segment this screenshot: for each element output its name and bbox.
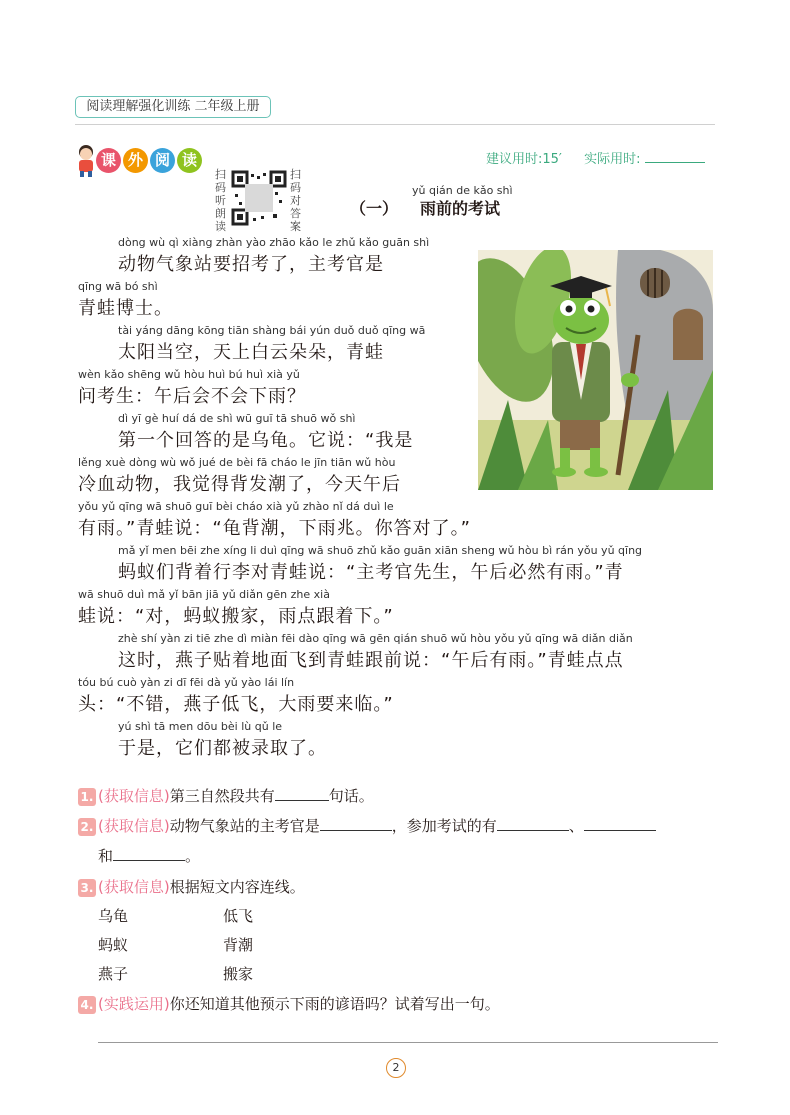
pinyin-line: tóu bú cuò yàn zi dī fēi dà yǔ yào lái lín <box>78 676 295 689</box>
qr-answers-caption: 扫码对答案 <box>290 168 301 233</box>
passage-line: 有雨。”青蛙说：“龟背潮，下雨兆。你答对了。” <box>78 518 471 539</box>
pinyin-line: mǎ yǐ men bēi zhe xíng li duì qīng wā shuō zhǔ kǎo guān xiān sheng wǔ hòu bì rán yǒu yǔ qīng <box>118 544 643 557</box>
answer-line[interactable] <box>98 1042 718 1043</box>
question-tag: (获取信息) <box>98 817 170 835</box>
pinyin-line: wā shuō duì mǎ yǐ bān jiā yǔ diǎn gēn zhe xià <box>78 588 330 601</box>
answer-blank[interactable] <box>113 859 185 861</box>
pinyin-line: yǒu yǔ qīng wā shuō guī bèi cháo xià yǔ zhào nǐ dá duì le <box>78 500 394 513</box>
question-4 <box>78 993 500 1014</box>
question-number: 3. <box>78 879 96 897</box>
pinyin-line: tài yáng dāng kōng tiān shàng bái yún duǒ duǒ qīng wā <box>118 324 426 337</box>
badge-char-2: 外 <box>123 148 148 173</box>
passage-number: （一） <box>350 199 399 218</box>
match-right-item[interactable]: 低飞 <box>223 907 254 925</box>
badge-char-1: 课 <box>96 148 121 173</box>
question-text: 第三自然段共有 <box>169 787 275 805</box>
frog-professor-illustration <box>478 250 713 490</box>
badge-char-4: 读 <box>177 148 202 173</box>
question-2-continued <box>98 845 200 866</box>
question-tag: (获取信息) <box>98 878 170 896</box>
question-number: 1. <box>78 788 96 806</box>
timing-info <box>486 148 705 167</box>
question-text: 、 <box>568 817 584 835</box>
passage-line: 太阳当空，天上白云朵朵，青蛙 <box>118 342 384 363</box>
question-tag: (实践运用) <box>98 995 170 1013</box>
question-text: 句话。 <box>328 787 374 805</box>
passage-line: 青蛙博士。 <box>78 298 173 319</box>
question-number: 4. <box>78 996 96 1014</box>
passage-line: 头：“不错，燕子低飞，大雨要来临。” <box>78 694 394 715</box>
header-tab: 阅读理解强化训练 二年级上册 <box>75 96 271 118</box>
title-pinyin: yǔ qián de kǎo shì <box>412 184 513 197</box>
passage-line: 蚂蚁们背着行李对青蛙说：“主考官先生，午后必然有雨。”青 <box>118 562 624 583</box>
extracurricular-reading-badge <box>74 142 214 178</box>
passage-line: 冷血动物，我觉得背发潮了，今天午后 <box>78 474 401 495</box>
qr-listen-caption: 扫码听朗读 <box>215 168 226 233</box>
page-number: 2 <box>386 1058 406 1078</box>
question-text: 。 <box>185 847 201 865</box>
badge-char-3: 阅 <box>150 148 175 173</box>
question-number: 2. <box>78 818 96 836</box>
header-divider <box>75 124 715 125</box>
passage-line: 问考生：午后会不会下雨？ <box>78 386 306 407</box>
match-left-item[interactable]: 乌龟 <box>98 907 129 925</box>
passage-line: 第一个回答的是乌龟。它说：“我是 <box>118 430 414 451</box>
pinyin-line: dì yī gè huí dá de shì wū guī tā shuō wǒ shì <box>118 412 356 425</box>
question-text: 动物气象站的主考官是 <box>169 817 320 835</box>
answer-blank[interactable] <box>584 829 656 831</box>
question-text: ，参加考试的有 <box>391 817 497 835</box>
passage-title <box>350 196 500 219</box>
student-mascot-icon <box>74 142 98 178</box>
actual-time-label: 实际用时: <box>584 152 641 167</box>
qr-code-icon[interactable] <box>231 170 287 226</box>
match-right-item[interactable]: 搬家 <box>223 965 254 983</box>
pinyin-line: zhè shí yàn zi tiē zhe dì miàn fēi dào qīng wā gēn qián shuō wǔ hòu yǒu yǔ qīng wā diǎn diǎn <box>118 632 633 645</box>
match-left-item[interactable]: 蚂蚁 <box>98 936 129 954</box>
passage-line: 蛙说：“对，蚂蚁搬家，雨点跟着下。” <box>78 606 394 627</box>
pinyin-line: lěng xuè dòng wù wǒ jué de bèi fā cháo le jīn tiān wǔ hòu <box>78 456 396 469</box>
question-2 <box>78 815 656 836</box>
question-tag: (获取信息) <box>98 787 170 805</box>
answer-blank[interactable] <box>497 829 569 831</box>
pinyin-line: wèn kǎo shēng wǔ hòu huì bú huì xià yǔ <box>78 368 300 381</box>
question-text: 根据短文内容连线。 <box>169 878 305 896</box>
question-3 <box>78 876 305 897</box>
passage-title-text: 雨前的考试 <box>420 199 501 218</box>
match-left-item[interactable]: 燕子 <box>98 965 129 983</box>
question-text: 和 <box>98 847 114 865</box>
actual-time-blank[interactable] <box>645 161 705 163</box>
question-text: 你还知道其他预示下雨的谚语吗？试着写出一句。 <box>169 995 500 1013</box>
match-right-item[interactable]: 背潮 <box>223 936 254 954</box>
passage-line: 这时，燕子贴着地面飞到青蛙跟前说：“午后有雨。”青蛙点点 <box>118 650 624 671</box>
question-1 <box>78 785 374 806</box>
pinyin-line: qīng wā bó shì <box>78 280 158 293</box>
pinyin-line: dòng wù qì xiàng zhàn yào zhāo kǎo le zhǔ kǎo guān shì <box>118 236 430 249</box>
passage-line: 动物气象站要招考了，主考官是 <box>118 254 384 275</box>
answer-blank[interactable] <box>275 799 329 801</box>
answer-blank[interactable] <box>320 829 392 831</box>
pinyin-line: yú shì tā men dōu bèi lù qǔ le <box>118 720 283 733</box>
suggested-time-label: 建议用时:15′ <box>486 152 562 167</box>
passage-line: 于是，它们都被录取了。 <box>118 738 327 759</box>
